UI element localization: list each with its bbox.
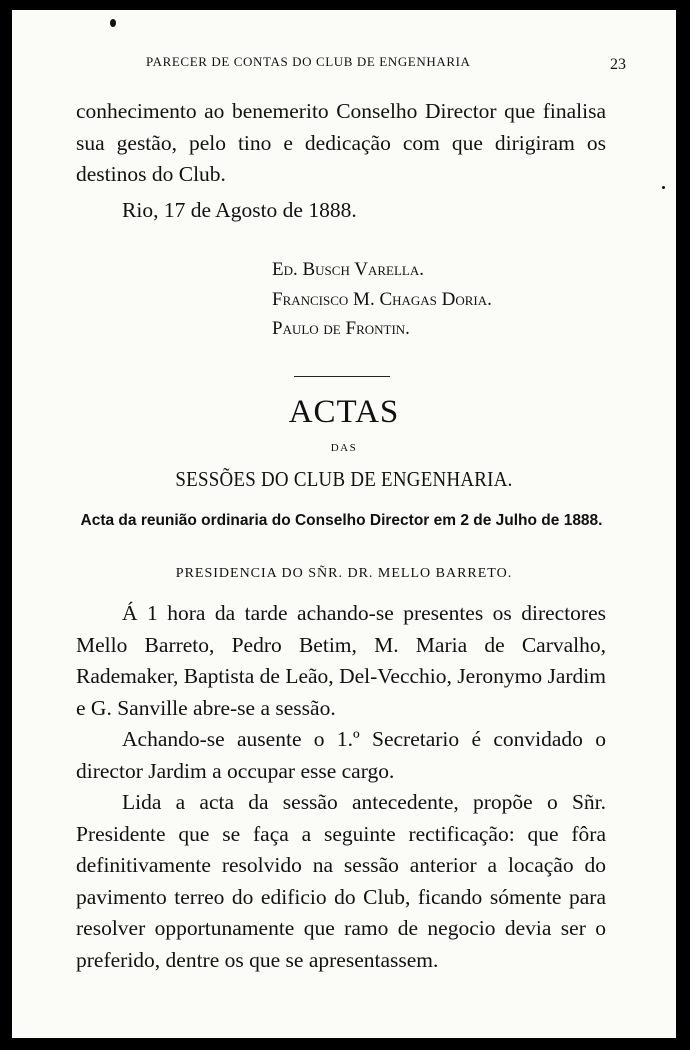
section-das: DAS bbox=[330, 442, 358, 454]
ink-spot bbox=[110, 19, 116, 27]
section-title: ACTAS bbox=[288, 394, 400, 430]
dateline: Rio, 17 de Agosto de 1888. bbox=[122, 197, 357, 222]
signature-line: Francisco M. Chagas Doria. bbox=[272, 288, 492, 310]
section-divider bbox=[294, 376, 390, 377]
signature-line: Ed. Busch Varella. bbox=[272, 259, 424, 280]
running-header bbox=[146, 54, 626, 73]
signature-block bbox=[272, 255, 492, 344]
signature-line: Paulo de Frontin. bbox=[272, 318, 410, 339]
intro-block bbox=[76, 96, 606, 226]
running-title: PARECER DE CONTAS DO CLUB DE ENGENHARIA bbox=[146, 54, 471, 69]
paragraph: Á 1 hora da tarde achando-se presentes os directores Mello Barreto, Pedro Betim, M. Maria de Carvalho, Rademaker, Baptista de Leão, Del-Vecchio, Jeronymo Jardim e G. Sanville abre-se a sessão. bbox=[76, 601, 606, 720]
paragraph: Achando-se ausente o 1.º Secretario é convidado o director Jardim a occupar esse cargo. bbox=[76, 727, 606, 783]
section-subtitle: SESSÕES DO CLUB DE ENGENHARIA. bbox=[175, 467, 513, 491]
minutes-body bbox=[76, 598, 606, 976]
session-heading: Acta da reunião ordinaria do Conselho Director em 2 de Julho de 1888. bbox=[80, 512, 603, 529]
intro-paragraph: conhecimento ao benemerito Conselho Director que finalisa sua gestão, pelo tino e dedicação com que dirigiram os destinos do Club. bbox=[76, 99, 606, 186]
ink-speck bbox=[662, 186, 665, 189]
book-page bbox=[12, 10, 676, 1038]
page-number: 23 bbox=[610, 56, 626, 73]
presidency-line: PRESIDENCIA DO SÑR. DR. MELLO BARRETO. bbox=[175, 566, 513, 581]
paragraph: Lida a acta da sessão antecedente, propõe o Sñr. Presidente que se faça a seguinte rectificação: que fôra definitivamente resolvido na sessão anterior a locação do pavimento terreo do edificio do Club, ficando sómente para resolver opportunamente que ramo de negocio devia ser o preferido, dentre os que se apresentassem. bbox=[76, 790, 606, 972]
